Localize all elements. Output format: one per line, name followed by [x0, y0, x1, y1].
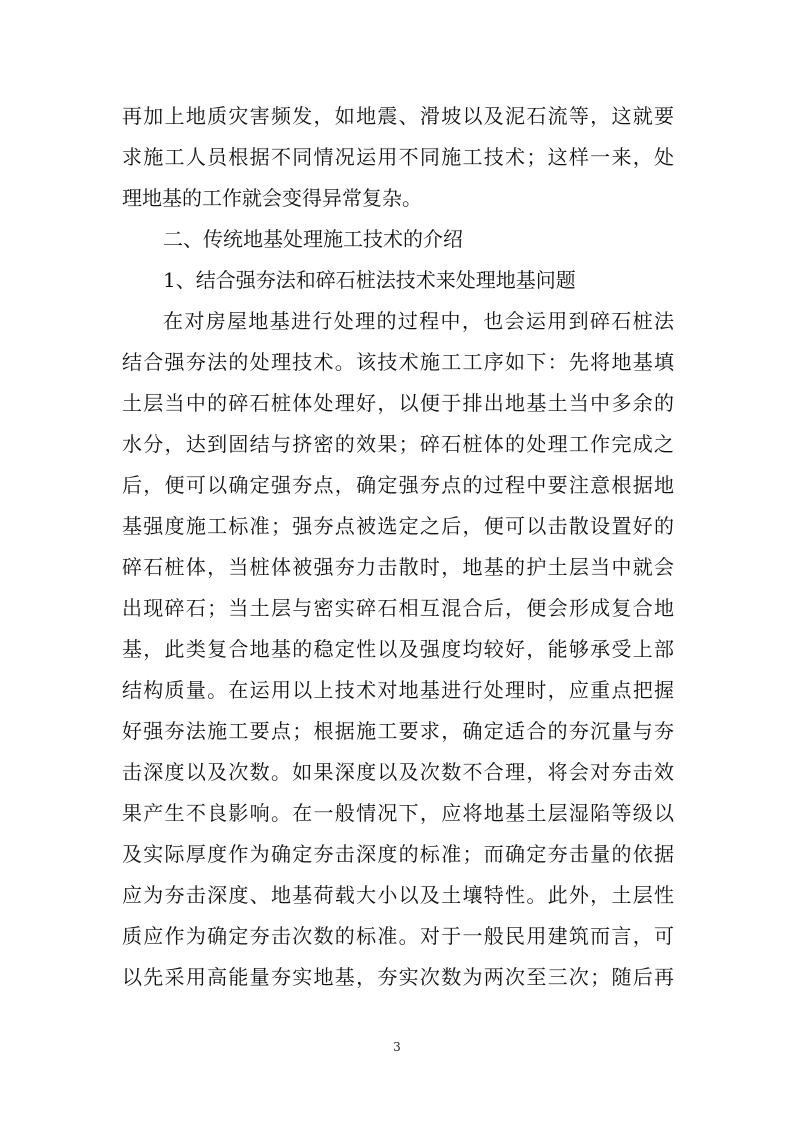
- paragraph-line: 应为夯击深度、地基荷载大小以及土壤特性。此外，土层性: [122, 883, 674, 907]
- paragraph-line: 水分，达到固结与挤密的效果；碎石桩体的处理工作完成之: [122, 432, 674, 456]
- paragraph-line: 果产生不良影响。在一般情况下，应将地基土层湿陷等级以: [122, 801, 674, 825]
- paragraph-line: 基强度施工标准；强夯点被选定之后，便可以击散设置好的: [122, 514, 674, 538]
- paragraph-line: 好强夯法施工要点；根据施工要求，确定适合的夯沉量与夯: [122, 719, 674, 743]
- section-heading: 二、传统地基处理施工技术的介绍: [163, 227, 463, 251]
- paragraph-line: 求施工人员根据不同情况运用不同施工技术；这样一来，处: [122, 145, 674, 169]
- body-text: [122, 96, 674, 998]
- paragraph-line: 在对房屋地基进行处理的过程中，也会运用到碎石桩法: [163, 309, 674, 333]
- paragraph-line: 再加上地质灾害频发，如地震、滑坡以及泥石流等，这就要: [122, 104, 674, 128]
- subsection-heading: 1、结合强夯法和碎石桩法技术来处理地基问题: [163, 268, 576, 292]
- paragraph-line: 基，此类复合地基的稳定性以及强度均较好，能够承受上部: [122, 637, 674, 661]
- paragraph-line: 出现碎石；当土层与密实碎石相互混合后，便会形成复合地: [122, 596, 674, 620]
- paragraph-line: 土层当中的碎石桩体处理好，以便于排出地基土当中多余的: [122, 391, 674, 415]
- paragraph-line: 理地基的工作就会变得异常复杂。: [122, 186, 422, 210]
- paragraph-line: 及实际厚度作为确定夯击深度的标准；而确定夯击量的依据: [122, 842, 674, 866]
- paragraph-line: 质应作为确定夯击次数的标准。对于一般民用建筑而言，可: [122, 924, 674, 948]
- page-number: 3: [393, 1040, 401, 1054]
- paragraph-line: 结构质量。在运用以上技术对地基进行处理时，应重点把握: [122, 678, 674, 702]
- paragraph-line: 结合强夯法的处理技术。该技术施工工序如下：先将地基填: [122, 350, 674, 374]
- paragraph-line: 后，便可以确定强夯点，确定强夯点的过程中要注意根据地: [122, 473, 674, 497]
- paragraph-line: 击深度以及次数。如果深度以及次数不合理，将会对夯击效: [122, 760, 674, 784]
- paragraph-line: 碎石桩体，当桩体被强夯力击散时，地基的护土层当中就会: [122, 555, 674, 579]
- paragraph-line: 以先采用高能量夯实地基，夯实次数为两次至三次；随后再: [122, 965, 674, 989]
